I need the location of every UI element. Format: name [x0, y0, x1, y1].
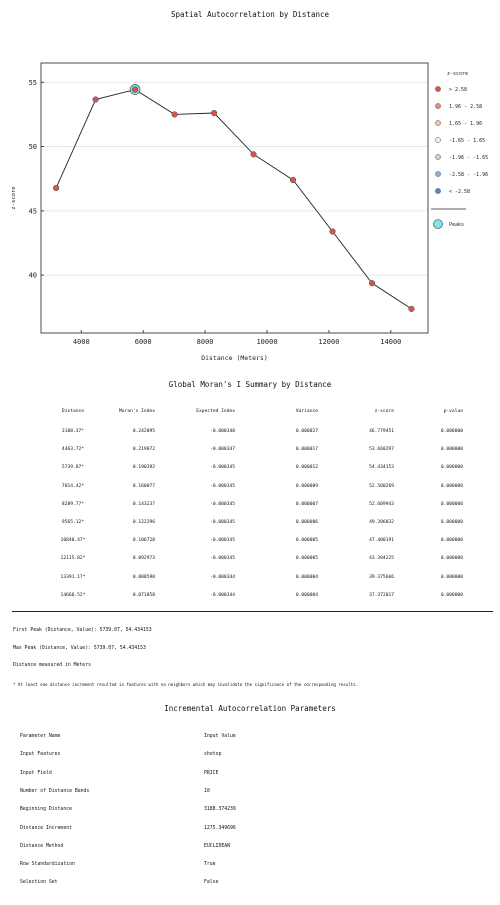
table-cell: 0.000000: [440, 592, 463, 598]
legend-peak-swatch: [434, 220, 443, 229]
table-cell: 0.000012: [295, 465, 318, 471]
table-cell: 12115.82*: [60, 556, 86, 562]
table-cell: 7014.42*: [61, 483, 85, 489]
table-cell: 0.000017: [295, 447, 318, 453]
parameter-row: [0, 771, 500, 781]
table-cell: -0.000345: [210, 538, 235, 544]
table-row: [0, 575, 480, 583]
parameter-value: PRICE: [204, 770, 219, 776]
table-row: [0, 447, 480, 455]
table-cell: -0.000345: [210, 556, 235, 562]
parameter-value: 1275.349696: [204, 825, 236, 831]
table-cell: 0.219072: [132, 447, 155, 453]
data-point: [251, 152, 257, 158]
table-cell: 52.609943: [369, 501, 394, 507]
table-cell: 13391.17*: [60, 574, 86, 580]
legend-swatch: [435, 120, 440, 125]
table-row: [0, 593, 480, 601]
parameter-value: 3188.374239: [204, 807, 236, 813]
data-point: [132, 87, 138, 93]
x-tick-label: 10000: [256, 338, 278, 346]
parameters-header-row: [0, 734, 500, 744]
header-cell: Distance: [61, 409, 85, 414]
table-cell: 46.779451: [369, 429, 394, 434]
table-row: [0, 520, 480, 528]
table-cell: 5739.07*: [61, 465, 85, 471]
table-cell: 0.122296: [132, 520, 155, 525]
x-tick-label: 4000: [72, 338, 90, 346]
table-cell: 39.375666: [369, 574, 394, 580]
table-row: [0, 502, 480, 510]
parameter-row: [0, 862, 500, 872]
legend-label: > 2.58: [449, 86, 468, 93]
parameter-name: Distance Method: [20, 843, 64, 849]
table-cell: 52.500269: [369, 483, 394, 489]
header-cell: p-value: [443, 409, 463, 414]
legend-label: 1.65 - 1.96: [449, 120, 483, 127]
table-header-row: [0, 409, 480, 417]
parameter-value: False: [204, 880, 219, 886]
table-cell: 54.434153: [369, 465, 394, 471]
y-tick-label: 55: [28, 78, 37, 87]
y-tick-label: 45: [28, 207, 37, 216]
first-peak-note: First Peak (Distance, Value): 5739.07, 54.434153: [13, 628, 152, 633]
summary-title: Global Moran's I Summary by Distance: [168, 380, 332, 389]
parameter-name: Input Field: [20, 770, 52, 776]
table-cell: 0.000000: [440, 574, 463, 580]
data-point: [409, 306, 415, 312]
data-point: [290, 177, 296, 183]
table-cell: 0.000004: [295, 574, 318, 580]
table-cell: 0.242095: [132, 429, 155, 434]
legend-swatch: [435, 103, 440, 108]
table-cell: 0.000006: [295, 520, 318, 525]
table-row: [0, 484, 480, 492]
table-cell: 0.000027: [295, 429, 318, 434]
table-cell: 0.000004: [295, 592, 318, 598]
table-cell: -0.000345: [210, 483, 235, 489]
table-cell: 0.143237: [132, 501, 155, 507]
legend-swatch: [435, 137, 440, 142]
parameter-name: Parameter Name: [20, 734, 61, 739]
y-tick-label: 50: [28, 143, 37, 152]
x-tick-label: 14000: [380, 338, 402, 346]
header-cell: Expected Index: [196, 409, 235, 414]
data-point: [211, 110, 217, 116]
table-cell: 4463.72*: [61, 447, 85, 453]
parameter-value: True: [204, 862, 216, 868]
table-cell: 0.071858: [132, 592, 155, 598]
table-cell: 0.000000: [440, 520, 463, 525]
data-point: [369, 280, 375, 286]
table-cell: -0.000348: [210, 429, 235, 434]
header-cell: z-score: [374, 409, 394, 414]
y-tick-label: 40: [28, 271, 37, 280]
table-cell: 9565.12*: [61, 520, 85, 525]
data-point: [172, 112, 178, 118]
data-point: [93, 97, 99, 103]
parameter-name: Distance Increment: [20, 825, 72, 831]
parameter-name: Row Standardization: [20, 862, 75, 868]
plot-frame: [41, 63, 428, 333]
legend-swatch: [435, 188, 440, 193]
parameter-row: [0, 752, 500, 762]
parameter-row: [0, 807, 500, 817]
max-peak-note: Max Peak (Distance, Value): 5739.07, 54.434153: [13, 646, 146, 651]
x-tick-label: 6000: [134, 338, 152, 346]
legend-swatch: [435, 171, 440, 176]
table-cell: -0.000345: [210, 501, 235, 507]
parameter-value: 10: [204, 788, 210, 794]
table-cell: 0.000000: [440, 538, 463, 544]
header-cell: Moran's Index: [119, 409, 155, 414]
summary-table: [0, 409, 500, 609]
table-cell: 0.160077: [132, 483, 155, 489]
table-cell: 0.000005: [295, 556, 318, 562]
legend-swatch: [435, 154, 440, 159]
table-cell: 0.190392: [132, 465, 155, 471]
table-row: [0, 429, 480, 437]
table-cell: 0.000000: [440, 483, 463, 489]
legend-swatch: [435, 86, 440, 91]
parameter-name: Number of Distance Bands: [20, 788, 90, 794]
parameters-title: Incremental Autocorrelation Parameters: [164, 704, 336, 713]
parameter-row: [0, 826, 500, 836]
table-cell: 0.000005: [295, 538, 318, 544]
table-cell: -0.000345: [210, 465, 235, 471]
series-line: [56, 90, 411, 309]
table-row: [0, 556, 480, 564]
parameter-name: Beginning Distance: [20, 807, 72, 813]
units-note: Distance measured in Meters: [13, 663, 91, 668]
table-cell: -0.000347: [210, 447, 235, 453]
x-axis-label: Distance (Meters): [201, 354, 268, 362]
table-cell: -0.000344: [210, 574, 235, 580]
legend-label: -2.58 - -1.96: [449, 171, 489, 178]
header-cell: Variance: [295, 409, 318, 414]
parameter-value: Input Value: [204, 734, 236, 739]
parameter-row: [0, 880, 500, 890]
table-cell: 53.660297: [369, 447, 394, 453]
legend-label: < -2.58: [449, 188, 471, 195]
table-cell: 0.000000: [440, 429, 463, 434]
table-cell: 0.000007: [295, 501, 318, 507]
table-row: [0, 538, 480, 546]
line-chart: [0, 0, 500, 370]
table-cell: -0.000344: [210, 592, 235, 598]
table-divider: [12, 611, 493, 612]
legend-peak-label: Peaks: [449, 222, 465, 228]
table-cell: 0.000000: [440, 465, 463, 471]
table-cell: 37.372017: [369, 592, 394, 598]
table-cell: 14666.52*: [60, 592, 86, 598]
parameter-value: shotop: [204, 752, 222, 758]
x-tick-label: 8000: [196, 338, 214, 346]
table-cell: 47.400191: [369, 538, 394, 544]
parameter-row: [0, 844, 500, 854]
table-cell: 0.000000: [440, 447, 463, 453]
table-cell: 8289.77*: [61, 501, 85, 507]
data-point: [53, 185, 59, 191]
table-row: [0, 465, 480, 473]
data-point: [330, 229, 336, 235]
table-cell: 49.396032: [369, 520, 394, 525]
table-cell: 43.394225: [369, 556, 394, 562]
parameter-name: Selection Set: [20, 880, 58, 886]
legend-title: z-score: [447, 71, 469, 77]
table-cell: -0.000345: [210, 520, 235, 525]
table-cell: 0.000009: [295, 483, 318, 489]
parameters-table: [0, 734, 500, 894]
table-cell: 10840.47*: [60, 538, 86, 544]
table-cell: 0.000000: [440, 556, 463, 562]
legend-label: -1.96 - -1.65: [449, 154, 489, 161]
x-tick-label: 12000: [318, 338, 340, 346]
table-cell: 0.000000: [440, 501, 463, 507]
y-axis-label: z-score: [11, 186, 17, 210]
legend-label: 1.96 - 2.58: [449, 103, 483, 110]
table-cell: 3188.37*: [61, 429, 85, 434]
table-cell: 0.080590: [132, 574, 155, 580]
parameter-value: EUCLIDEAN: [204, 843, 230, 849]
legend-label: -1.65 - 1.65: [449, 137, 486, 144]
chart-title: Spatial Autocorrelation by Distance: [170, 10, 330, 19]
table-cell: 0.106728: [132, 538, 155, 544]
parameter-row: [0, 789, 500, 799]
table-cell: 0.092973: [132, 556, 155, 562]
parameter-name: Input Features: [20, 752, 61, 758]
footnote: * At least one distance increment resulted in features with no neighbors which may invalidate the significance of the corresponding results.: [13, 682, 359, 687]
